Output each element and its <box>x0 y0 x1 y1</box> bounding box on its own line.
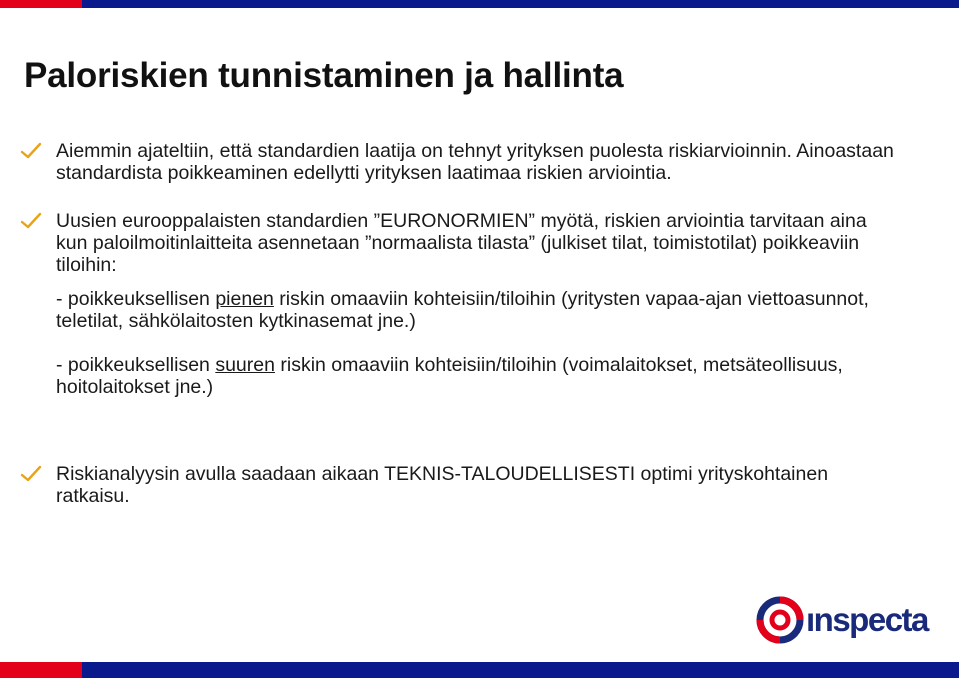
checkmark-icon <box>20 212 42 230</box>
sub-emphasis-large: suuren <box>215 354 275 376</box>
bottom-accent-blue <box>82 662 959 678</box>
bottom-accent-red <box>0 662 82 678</box>
bullet-2 <box>20 210 900 398</box>
slide-title: Paloriskien tunnistaminen ja hallinta <box>24 56 624 95</box>
sub-rest: riskin omaaviin kohteisiin/tiloihin (voimalaitokset, metsäteollisuus, hoitolaitokset jne.) <box>56 354 843 398</box>
inspecta-logo <box>756 596 932 644</box>
bullet-1 <box>20 140 900 184</box>
bottom-accent-bar <box>0 662 959 678</box>
bullet-3 <box>20 463 900 507</box>
bullet-2-body <box>56 210 900 398</box>
bullet-1-text: Aiemmin ajateltiin, että standardien laatija on tehnyt yrityksen puolesta riskiarvioinnin. Ainoastaan standardista poikkeaminen edellytti yrityksen laatimaa riskien arviointia. <box>56 140 894 184</box>
top-accent-blue <box>82 0 959 8</box>
sub-prefix: - poikkeuksellisen <box>56 288 216 310</box>
sub-emphasis-small: pienen <box>215 288 274 310</box>
sub-prefix: - poikkeuksellisen <box>56 354 216 376</box>
bullet-2-sub-large-risk <box>56 354 900 398</box>
sub-rest: riskin omaaviin kohteisiin/tiloihin (yritysten vapaa-ajan viettoasunnot, teletilat, sähkölaitosten kytkinasemat jne.) <box>56 288 869 332</box>
top-accent-red <box>0 0 82 8</box>
bullet-2-sub-small-risk <box>56 288 900 332</box>
top-accent-bar <box>0 0 959 8</box>
bullet-3-text: Riskianalyysin avulla saadaan aikaan TEKNIS-TALOUDELLISESTI optimi yrityskohtainen ratkaisu. <box>56 463 829 507</box>
checkmark-icon <box>20 142 42 160</box>
bullet-2-text: Uusien eurooppalaisten standardien ”EURONORMIEN” myötä, riskien arviointia tarvitaan aina kun paloilmoitinlaitteita asennetaan ”normaalista tilasta” (julkiset tilat, toimistotilat) poikkeaviin tiloihin: <box>56 210 867 276</box>
inspecta-logo-mark-icon <box>756 596 804 644</box>
inspecta-logo-text: ınspecta <box>806 601 928 638</box>
checkmark-icon <box>20 465 42 483</box>
